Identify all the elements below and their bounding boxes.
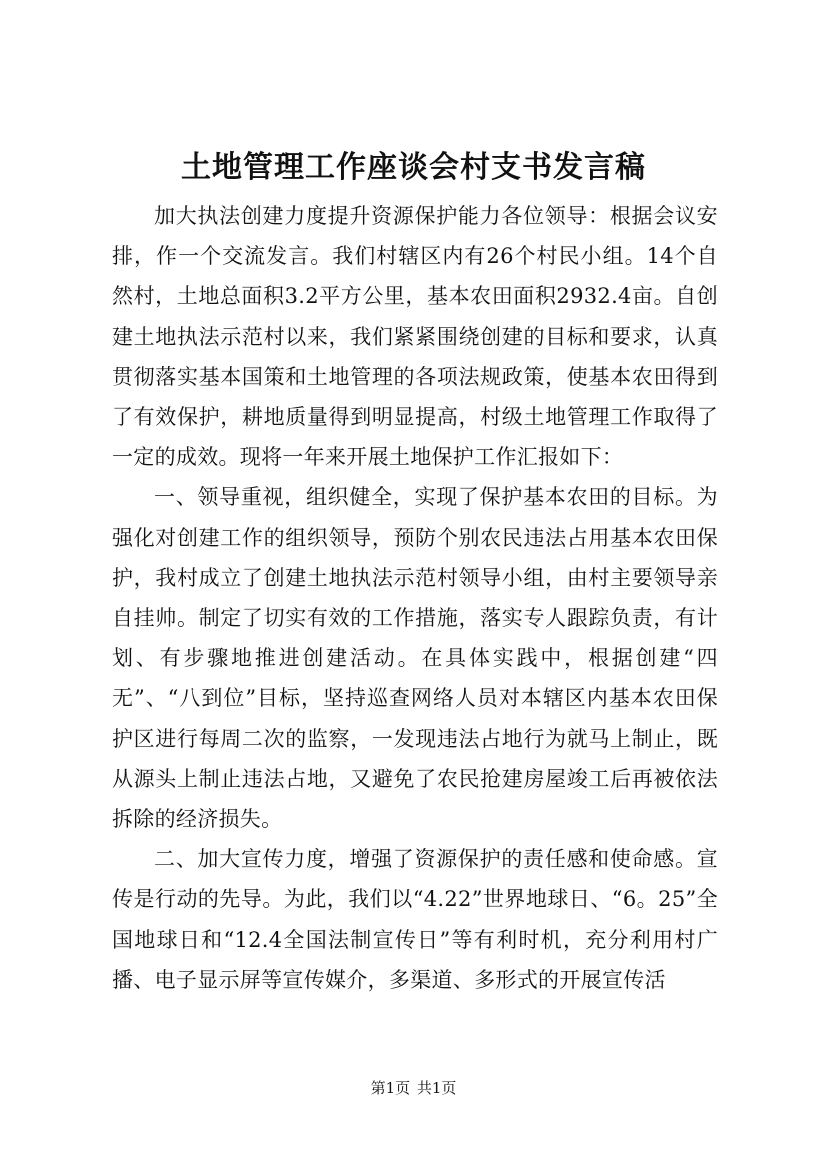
page-footer: 第1页 共1页	[370, 1079, 457, 1097]
paragraph-section-2: 二、加大宣传力度，增强了资源保护的责任感和使命感。宣传是行动的先导。为此，我们以“4.22”世界地球日、“6。25”全国地球日和“12.4全国法制宣传日”等有利时机，充分利用村广播、电子显示屏等宣传媒介，多渠道、多形式的开展宣传活	[112, 847, 718, 992]
paragraph-section-1: 一、领导重视，组织健全，实现了保护基本农田的目标。为强化对创建工作的组织领导，预防个别农民违法占用基本农田保护，我村成立了创建土地执法示范村领导小组，由村主要领导亲自挂帅。制定了切实有效的工作措施，落实专人跟踪负责，有计划、有步骤地推进创建活动。在具体实践中，根据创建“四无”、“八到位”目标，坚持巡查网络人员对本辖区内基本农田保护区进行每周二次的监察，一发现违法占地行为就马上制止，既从源头上制止违法占地，又避免了农民抢建房屋竣工后再被依法拆除的经济损失。	[112, 485, 718, 832]
paragraph-intro: 加大执法创建力度提升资源保护能力各位领导：根据会议安排，作一个交流发言。我们村辖区内有26个村民小组。14个自然村，土地总面积3.2平方公里，基本农田面积2932.4亩。自创建土地执法示范村以来，我们紧紧围绕创建的目标和要求，认真贯彻落实基本国策和土地管理的各项法规政策，使基本农田得到了有效保护，耕地质量得到明显提高，村级土地管理工作取得了一定的成效。现将一年来开展土地保护工作汇报如下：	[112, 204, 718, 470]
document-body	[112, 196, 718, 1000]
document-title: 土地管理工作座谈会村支书发言稿	[181, 150, 646, 185]
